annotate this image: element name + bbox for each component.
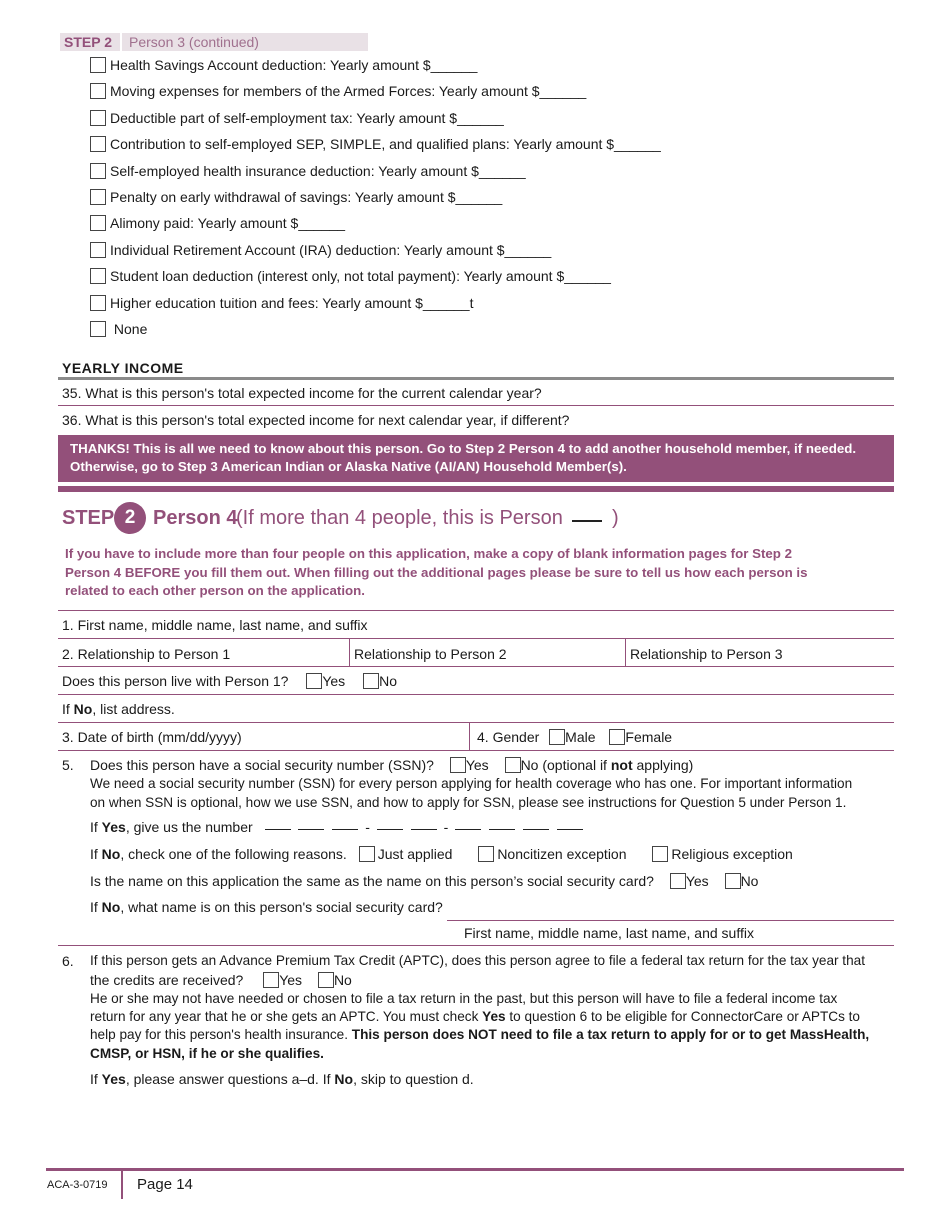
- ssn-number-row: If Yes, give us the number - -: [90, 818, 583, 836]
- deduction-item[interactable]: Penalty on early withdrawal of savings: Yearly amount $______: [90, 188, 502, 206]
- checkbox[interactable]: [90, 215, 106, 231]
- checkbox[interactable]: [90, 163, 106, 179]
- footer-divider: [121, 1171, 123, 1199]
- just-applied-checkbox[interactable]: [359, 846, 375, 862]
- footer-rule: [46, 1168, 904, 1171]
- ssn-input[interactable]: - -: [263, 818, 583, 836]
- live-with-row: Does this person live with Person 1? Yes No: [62, 673, 397, 689]
- form-code: ACA-3-0719: [47, 1179, 108, 1191]
- ssn-card-name-field[interactable]: [447, 920, 894, 921]
- live-with-no-checkbox[interactable]: [363, 673, 379, 689]
- instructions-line-1: If you have to include more than four people on this application, make a copy of blank information pages for Step 2: [65, 546, 792, 561]
- checkbox[interactable]: [90, 321, 106, 337]
- q6-number: 6.: [62, 953, 74, 969]
- q6-line-1: If this person gets an Advance Premium Tax Credit (APTC), does this person agree to file a federal tax return for the tax year that: [90, 953, 865, 968]
- banner-underline: [58, 486, 894, 492]
- same-name-no-checkbox[interactable]: [725, 873, 741, 889]
- noncitizen-exception-checkbox[interactable]: [478, 846, 494, 862]
- live-with-yes-checkbox[interactable]: [306, 673, 322, 689]
- q5-question: Does this person have a social security number (SSN)? Yes No (optional if not applying): [90, 757, 694, 773]
- ssn-reasons-row: If No, check one of the following reasons. Just applied Noncitizen exception Religious exception: [90, 846, 793, 862]
- q5-info-line-2: on when SSN is optional, how we use SSN, and how to apply for SSN, please see instructions for Question 5 under Person 1.: [90, 795, 847, 810]
- q4-gender-row: 4. Gender Male Female: [477, 729, 673, 745]
- relationship-person-3[interactable]: Relationship to Person 3: [630, 646, 783, 662]
- page-indicator: Page 14: [137, 1176, 193, 1193]
- q2-relationship-person-1[interactable]: 2. Relationship to Person 1: [62, 646, 231, 662]
- deduction-item[interactable]: Self-employed health insurance deduction: Yearly amount $______: [90, 162, 526, 180]
- aptc-yes-checkbox[interactable]: [263, 972, 279, 988]
- deduction-item-none[interactable]: None: [90, 320, 147, 338]
- gender-female-checkbox[interactable]: [609, 729, 625, 745]
- q5-info-line-1: We need a social security number (SSN) for every person applying for health coverage who has one. For important information: [90, 776, 853, 791]
- checkbox[interactable]: [90, 110, 106, 126]
- checkbox[interactable]: [90, 268, 106, 284]
- deduction-item[interactable]: Moving expenses for members of the Armed Forces: Yearly amount $______: [90, 82, 586, 100]
- checkbox[interactable]: [90, 57, 106, 73]
- deduction-item[interactable]: Individual Retirement Account (IRA) deduction: Yearly amount $______: [90, 241, 551, 259]
- aptc-no-checkbox[interactable]: [318, 972, 334, 988]
- q6-line-2: the credits are received? Yes No: [90, 972, 352, 988]
- deduction-item[interactable]: Alimony paid: Yearly amount $______: [90, 214, 345, 232]
- q5-number: 5.: [62, 757, 74, 773]
- step-divider: [120, 33, 122, 51]
- checkbox[interactable]: [90, 242, 106, 258]
- step-number: 2: [124, 507, 136, 528]
- q6-follow-up: If Yes, please answer questions a–d. If No, skip to question d.: [90, 1071, 474, 1087]
- step-number-circle: [114, 502, 146, 534]
- instructions-line-3: related to each other person on the application.: [65, 583, 365, 598]
- person-4-title: Person 4: [153, 507, 238, 529]
- ssn-yes-checkbox[interactable]: [450, 757, 466, 773]
- checkbox[interactable]: [90, 295, 106, 311]
- same-name-row: Is the name on this application the same as the name on this person’s social security card? Yes No: [90, 873, 759, 889]
- question-36[interactable]: 36. What is this person's total expected income for next calendar year, if different?: [62, 412, 570, 428]
- gender-male-checkbox[interactable]: [549, 729, 565, 745]
- q6-line-6: CMSP, or HSN, if he or she qualifies.: [90, 1046, 324, 1061]
- deduction-item[interactable]: Contribution to self-employed SEP, SIMPLE, and qualified plans: Yearly amount $______: [90, 135, 661, 153]
- deduction-item[interactable]: Student loan deduction (interest only, not total payment): Yearly amount $______: [90, 267, 611, 285]
- instructions-line-2: Person 4 BEFORE you fill them out. When filling out the additional pages please be sure to tell us how each person is: [65, 565, 808, 580]
- q6-line-5: help pay for this person's health insurance. This person does NOT need to file a tax return to apply for or to get MassHealth,: [90, 1027, 870, 1042]
- page-number: 14: [176, 1176, 193, 1193]
- list-address-field[interactable]: If No, list address.: [62, 701, 175, 717]
- deduction-item[interactable]: Deductible part of self-employment tax: Yearly amount $______: [90, 109, 504, 127]
- checkbox[interactable]: [90, 136, 106, 152]
- person-note: (If more than 4 people, this is Person ): [236, 507, 619, 529]
- name-caption: First name, middle name, last name, and suffix: [464, 925, 754, 941]
- yearly-income-rule: [58, 377, 894, 380]
- same-name-yes-checkbox[interactable]: [670, 873, 686, 889]
- ssn-no-checkbox[interactable]: [505, 757, 521, 773]
- religious-exception-checkbox[interactable]: [652, 846, 668, 862]
- q6-line-4: return for any year that he or she gets an APTC. You must check Yes to question 6 to be eligible for ConnectorCare or APTCs to: [90, 1009, 860, 1024]
- thanks-line-2: Otherwise, go to Step 3 American Indian or Alaska Native (AI/AN) Household Member(s).: [70, 459, 627, 474]
- relationship-person-2[interactable]: Relationship to Person 2: [354, 646, 507, 662]
- step-label: STEP 2: [64, 34, 112, 50]
- checkbox[interactable]: [90, 189, 106, 205]
- what-name-row: If No, what name is on this person's social security card?: [90, 899, 443, 915]
- person-number-blank[interactable]: [572, 520, 602, 522]
- q6-line-3: He or she may not have needed or chosen to file a tax return in the past, but this person will have to file a federal income tax: [90, 991, 838, 1006]
- person-label: Person 3 (continued): [129, 34, 259, 50]
- checkbox[interactable]: [90, 83, 106, 99]
- thanks-line-1: THANKS! This is all we need to know about this person. Go to Step 2 Person 4 to add another household member, if needed.: [70, 441, 857, 456]
- step-word: STEP: [62, 507, 115, 529]
- q3-date-of-birth-field[interactable]: 3. Date of birth (mm/dd/yyyy): [62, 729, 242, 745]
- deduction-item[interactable]: Health Savings Account deduction: Yearly amount $______: [90, 56, 477, 74]
- question-35[interactable]: 35. What is this person's total expected income for the current calendar year?: [62, 385, 542, 401]
- q1-name-field[interactable]: 1. First name, middle name, last name, and suffix: [62, 617, 368, 633]
- deduction-item[interactable]: Higher education tuition and fees: Yearly amount $______t: [90, 294, 474, 312]
- yearly-income-title: YEARLY INCOME: [62, 360, 184, 376]
